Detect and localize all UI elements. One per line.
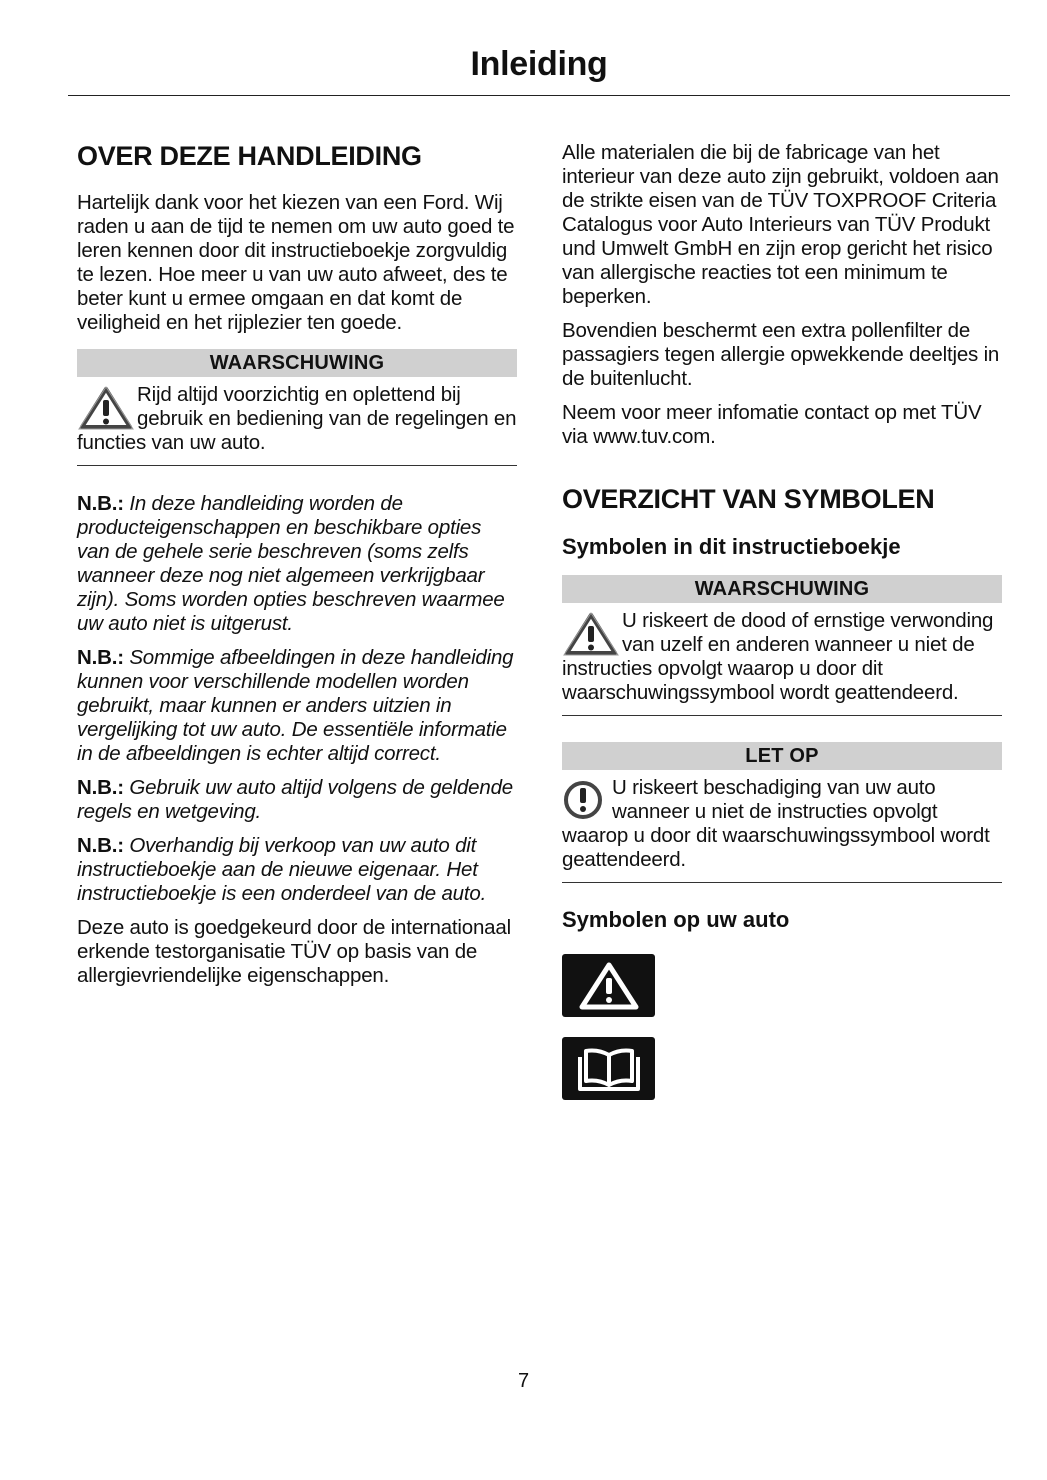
left-column — [77, 140, 517, 998]
warning-text: Rijd altijd voorzichtig en oplettend bij gebruik en bediening van de regelingen en functies van uw auto. — [77, 383, 517, 454]
warning-triangle-icon — [562, 609, 620, 657]
caution-header: LET OP — [562, 742, 1002, 770]
note-text: In deze handleiding worden de producteigenschappen en beschikbare opties van de gehele serie beschreven (soms zelfs wanneer deze nog niet algemeen verkrijgbaar zijn). Soms worden opties beschreven waarmee uw auto niet is uitgerust. — [77, 492, 505, 635]
warning-header: WAARSCHUWING — [77, 349, 517, 377]
note-paragraph — [77, 776, 517, 824]
note-paragraph — [77, 492, 517, 636]
section-title-symbols: OVERZICHT VAN SYMBOLEN — [562, 484, 935, 514]
warning-header: WAARSCHUWING — [562, 575, 1002, 603]
note-paragraph — [77, 834, 517, 906]
warning-text: U riskeert de dood of ernstige verwonding van uzelf en anderen wanneer u niet de instructies opvolgt waarop u door dit waarschuwingssymbool wordt geattendeerd. — [562, 609, 994, 704]
note-paragraph — [77, 646, 517, 766]
note-label: N.B.: — [77, 776, 124, 799]
note-label: N.B.: — [77, 646, 124, 669]
caution-text: U riskeert beschadiging van uw auto wanneer u niet de instructies opvolgt waarop u door dit waarschuwingssymbool wordt geattendeerd. — [562, 776, 990, 871]
vehicle-symbol-warning — [562, 954, 655, 1017]
right-column — [562, 141, 1002, 1120]
section-title-manual: OVER DEZE HANDLEIDING — [77, 141, 422, 171]
note-text: Sommige afbeeldingen in deze handleiding kunnen voor verschillende modellen worden gebruikt, maar kunnen er anders uitzien in vergelijking tot uw auto. De essentiële informatie in de afbeeldingen is echter altijd correct. — [77, 646, 514, 765]
caution-box — [562, 742, 1002, 883]
intro-paragraph: Hartelijk dank voor het kiezen van een Ford. Wij raden u aan de tijd te nemen om uw auto goed te leren kennen door dit instructieboekje zorgvuldig te lezen. Hoe meer u van uw auto afweet, des te beter kunt u ermee omgaan en dat komt de veiligheid en het rijplezier ten goede. — [77, 191, 515, 334]
note-text: Gebruik uw auto altijd volgens de geldende regels en wetgeving. — [77, 776, 513, 823]
pollen-filter-paragraph: Bovendien beschermt een extra pollenfilter de passagiers tegen allergie opwekkende deeltjes in de buitenlucht. — [562, 319, 1000, 390]
note-text: Overhandig bij verkoop van uw auto dit instructieboekje aan de nieuwe eigenaar. Het instructieboekje is een onderdeel van de auto. — [77, 834, 487, 905]
materials-paragraph: Alle materialen die bij de fabricage van het interieur van deze auto zijn gebruikt, voldoen aan de strikte eisen van de TÜV TOXPROOF Criteria Catalogus voor Auto Interieurs van TÜV Produkt und Umwelt GmbH en zijn erop gericht het risico van allergische reacties tot een minimum te beperken. — [562, 141, 999, 308]
caution-exclamation-icon — [562, 778, 608, 824]
contact-paragraph: Neem voor meer infomatie contact op met TÜV via www.tuv.com. — [562, 401, 982, 448]
closing-paragraph: Deze auto is goedgekeurd door de internationaal erkende testorganisatie TÜV op basis van de allergievriendelijke eigenschappen. — [77, 916, 511, 987]
page-header — [68, 40, 1010, 96]
vehicle-symbol-manual — [562, 1037, 655, 1100]
note-label: N.B.: — [77, 834, 124, 857]
warning-triangle-icon — [77, 383, 135, 431]
subtitle-manual-symbols: Symbolen in dit instructieboekje — [562, 534, 901, 559]
note-label: N.B.: — [77, 492, 124, 515]
subtitle-vehicle-symbols: Symbolen op uw auto — [562, 907, 790, 932]
warning-triangle-icon — [574, 959, 644, 1013]
page-title: Inleiding — [470, 45, 608, 83]
warning-box — [77, 349, 517, 466]
warning-box — [562, 575, 1002, 716]
manual-book-icon — [574, 1043, 644, 1095]
page-number: 7 — [517, 1370, 530, 1392]
